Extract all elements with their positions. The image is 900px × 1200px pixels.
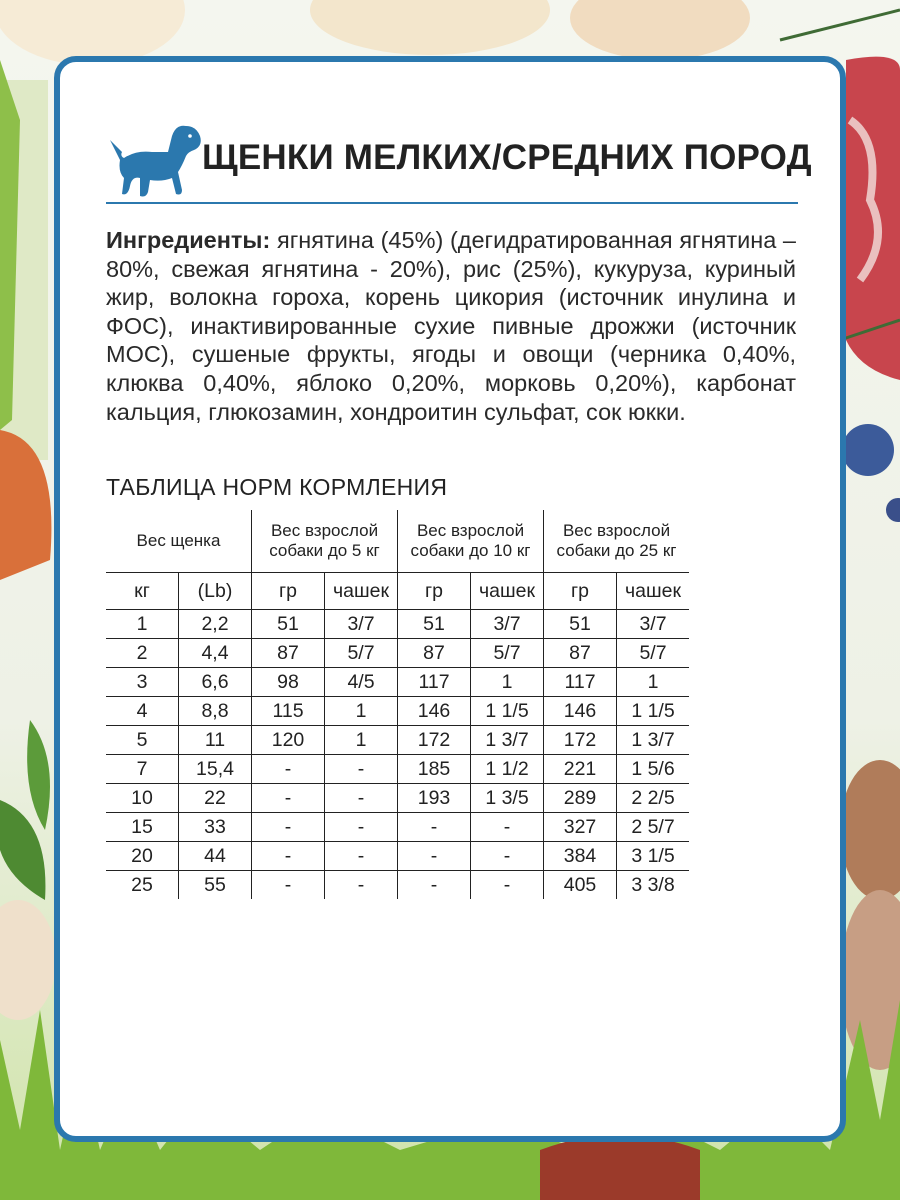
table-cell: 6,6 — [179, 668, 252, 697]
table-cell: 1 1/5 — [617, 697, 690, 726]
group-header-adult-10kg: Вес взрослой собаки до 10 кг — [398, 510, 544, 573]
table-cell: 193 — [398, 784, 471, 813]
table-cell: 5/7 — [617, 639, 690, 668]
table-cell: 327 — [544, 813, 617, 842]
column-header: чашек — [617, 573, 690, 610]
table-cell: 3 — [106, 668, 179, 697]
table-cell: - — [252, 842, 325, 871]
table-cell: - — [325, 871, 398, 900]
table-cell: 51 — [252, 610, 325, 639]
ingredients-paragraph — [106, 226, 796, 426]
table-cell: 117 — [544, 668, 617, 697]
table-cell: 5/7 — [325, 639, 398, 668]
table-cell: 3/7 — [325, 610, 398, 639]
table-row — [106, 842, 689, 871]
table-cell: 1 3/5 — [471, 784, 544, 813]
table-cell: - — [471, 813, 544, 842]
table-cell: 2 5/7 — [617, 813, 690, 842]
table-cell: 87 — [544, 639, 617, 668]
table-cell: 4,4 — [179, 639, 252, 668]
table-cell: 15 — [106, 813, 179, 842]
table-cell: 2,2 — [179, 610, 252, 639]
table-cell: 3 1/5 — [617, 842, 690, 871]
table-cell: - — [252, 813, 325, 842]
group-header-adult-5kg: Вес взрослой собаки до 5 кг — [252, 510, 398, 573]
column-header: гр — [252, 573, 325, 610]
table-cell: 2 — [106, 639, 179, 668]
group-header-adult-25kg: Вес взрослой собаки до 25 кг — [544, 510, 690, 573]
table-cell: 4 — [106, 697, 179, 726]
title-divider — [106, 202, 798, 204]
table-cell: 44 — [179, 842, 252, 871]
table-cell: - — [325, 755, 398, 784]
table-row — [106, 755, 689, 784]
column-header: гр — [544, 573, 617, 610]
table-cell: - — [252, 755, 325, 784]
table-cell: - — [252, 784, 325, 813]
table-cell: 87 — [252, 639, 325, 668]
table-cell: 5 — [106, 726, 179, 755]
table-cell: 1 1/2 — [471, 755, 544, 784]
table-cell: 33 — [179, 813, 252, 842]
table-cell: 172 — [398, 726, 471, 755]
table-cell: 1 — [106, 610, 179, 639]
feeding-table-title: ТАБЛИЦА НОРМ КОРМЛЕНИЯ — [106, 474, 448, 500]
table-row — [106, 639, 689, 668]
column-header: чашек — [471, 573, 544, 610]
table-row — [106, 784, 689, 813]
table-cell: 405 — [544, 871, 617, 900]
table-cell: 1 — [471, 668, 544, 697]
table-cell: - — [398, 871, 471, 900]
table-cell: - — [325, 784, 398, 813]
table-cell: - — [398, 842, 471, 871]
table-cell: - — [252, 871, 325, 900]
table-group-header-row — [106, 510, 689, 573]
table-cell: 5/7 — [471, 639, 544, 668]
table-cell: 185 — [398, 755, 471, 784]
table-cell: 1 3/7 — [471, 726, 544, 755]
column-header: кг — [106, 573, 179, 610]
table-cell: 8,8 — [179, 697, 252, 726]
table-row — [106, 813, 689, 842]
table-cell: 3/7 — [471, 610, 544, 639]
ingredients-label: Ингредиенты: — [106, 227, 271, 253]
table-cell: 55 — [179, 871, 252, 900]
table-cell: - — [471, 842, 544, 871]
table-cell: 1 3/7 — [617, 726, 690, 755]
table-cell: 51 — [544, 610, 617, 639]
table-row — [106, 668, 689, 697]
table-cell: 4/5 — [325, 668, 398, 697]
table-cell: 10 — [106, 784, 179, 813]
table-cell: 3/7 — [617, 610, 690, 639]
table-cell: 11 — [179, 726, 252, 755]
table-row — [106, 871, 689, 900]
table-cell: 1 1/5 — [471, 697, 544, 726]
table-cell: 20 — [106, 842, 179, 871]
table-cell: 117 — [398, 668, 471, 697]
table-cell: 25 — [131, 874, 153, 896]
table-column-header-row — [106, 573, 689, 610]
table-cell: 22 — [179, 784, 252, 813]
table-cell: 146 — [544, 697, 617, 726]
table-cell: 15,4 — [179, 755, 252, 784]
feeding-table — [106, 510, 689, 899]
table-row — [106, 697, 689, 726]
table-row — [106, 610, 689, 639]
table-cell: 87 — [398, 639, 471, 668]
table-cell: 146 — [398, 697, 471, 726]
group-header-puppy-weight: Вес щенка — [136, 531, 221, 550]
table-cell: 98 — [252, 668, 325, 697]
table-cell: 7 — [106, 755, 179, 784]
header — [106, 122, 812, 202]
page-title: ЩЕНКИ МЕЛКИХ/СРЕДНИХ ПОРОД — [202, 138, 812, 177]
table-cell: 3 3/8 — [617, 871, 690, 900]
table-cell: 384 — [544, 842, 617, 871]
puppy-icon — [106, 122, 204, 198]
column-header: гр — [398, 573, 471, 610]
table-cell: 120 — [252, 726, 325, 755]
table-cell: - — [471, 871, 544, 900]
column-header: чашек — [325, 573, 398, 610]
table-cell: 51 — [398, 610, 471, 639]
table-cell: 221 — [544, 755, 617, 784]
table-cell: - — [325, 813, 398, 842]
column-header: (Lb) — [179, 573, 252, 610]
table-cell: 172 — [544, 726, 617, 755]
table-cell: 289 — [544, 784, 617, 813]
table-row — [106, 726, 689, 755]
table-cell: 115 — [252, 697, 325, 726]
ingredients-text: ягнятина (45%) (дегидратированная ягнятина – 80%, свежая ягнятина - 20%), рис (25%), кукуруза, куриный жир, волокна гороха, корень цикория (источник инулина и ФОС), инактивированные сухие пивные дрожжи (источник МОС), сушеные фрукты, ягоды и овощи (черника 0,40%, клюква 0,40%, яблоко 0,20%, морковь 0,20%), карбонат кальция, глюкозамин, хондроитин сульфат, сок юкки. — [106, 227, 796, 425]
info-card — [54, 56, 846, 1142]
table-cell: 1 — [325, 697, 398, 726]
table-cell: 1 — [617, 668, 690, 697]
table-cell: 2 2/5 — [617, 784, 690, 813]
table-cell: - — [325, 842, 398, 871]
table-cell: 1 — [325, 726, 398, 755]
table-cell: - — [398, 813, 471, 842]
table-cell: 1 5/6 — [617, 755, 690, 784]
